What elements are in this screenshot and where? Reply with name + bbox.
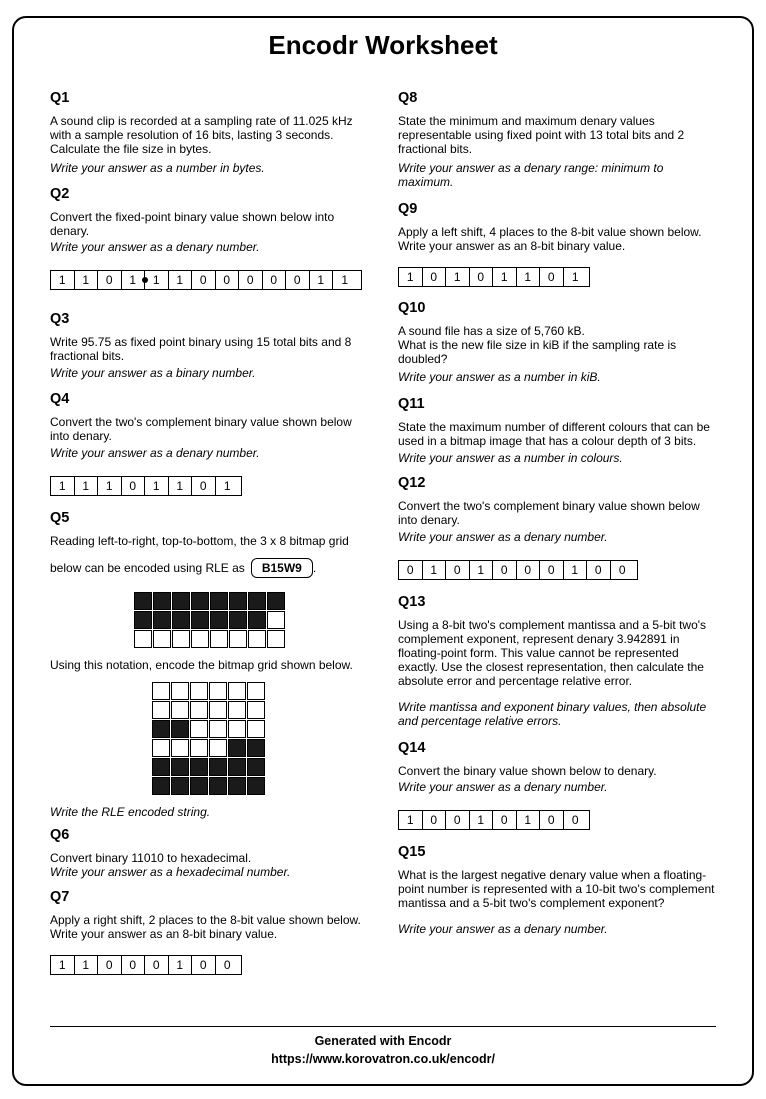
question-instruction: Write your answer as a denary number.: [398, 780, 608, 794]
white-pixel: [152, 739, 170, 757]
white-pixel: [191, 630, 209, 648]
bit-cell: 1: [446, 268, 470, 286]
bit-cell: 0: [587, 561, 611, 579]
white-pixel: [247, 701, 265, 719]
question-q1: [50, 90, 370, 186]
black-pixel: [247, 777, 265, 795]
bit-cell: 1: [493, 268, 517, 286]
question-q6: [50, 827, 370, 889]
bit-cell: 0: [517, 561, 541, 579]
question-instruction: Write your answer as a binary number.: [50, 366, 256, 380]
white-pixel: [267, 630, 285, 648]
white-pixel: [190, 701, 208, 719]
bit-register: [398, 810, 590, 830]
question-text: Apply a left shift, 4 places to the 8-bit value shown below. Write your answer as an 8-bit binary value.: [398, 225, 702, 253]
white-pixel: [171, 739, 189, 757]
rle-intro-text: below can be encoded using RLE as: [50, 561, 245, 575]
white-pixel: [247, 682, 265, 700]
white-pixel: [229, 630, 247, 648]
white-pixel: [228, 720, 246, 738]
bit-cell: 0: [618, 563, 626, 577]
question-q9: [398, 201, 718, 300]
black-pixel: [152, 758, 170, 776]
bit-cell: 1: [51, 271, 75, 289]
question-text: Convert the two's complement binary value shown below into denary.: [50, 415, 352, 443]
bit-cell: 1: [75, 271, 99, 289]
question-number: Q12: [398, 475, 426, 491]
black-pixel: [248, 611, 266, 629]
question-number: Q7: [50, 889, 70, 905]
white-pixel: [209, 682, 227, 700]
black-pixel: [228, 777, 246, 795]
bit-register: [398, 560, 638, 580]
bit-cell: 1: [571, 270, 579, 284]
black-pixel: [190, 777, 208, 795]
bit-cell: 1: [75, 956, 99, 974]
question-number: Q2: [50, 186, 70, 202]
bit-cell: 1: [423, 561, 447, 579]
bit-cell: 1: [517, 811, 541, 829]
white-pixel: [210, 630, 228, 648]
white-pixel: [209, 720, 227, 738]
question-q10: [398, 300, 718, 396]
bit-register: [50, 955, 242, 975]
right-column: [398, 90, 718, 936]
bit-cell: 1: [564, 561, 588, 579]
rle-period: .: [312, 561, 317, 575]
white-pixel: [247, 720, 265, 738]
bit-cell: 1: [51, 477, 75, 495]
bit-cell: 0: [192, 956, 216, 974]
footer-divider: [50, 1026, 716, 1027]
black-pixel: [172, 592, 190, 610]
bit-cell: 1: [470, 811, 494, 829]
white-pixel: [172, 630, 190, 648]
question-number: Q14: [398, 740, 426, 756]
white-pixel: [209, 739, 227, 757]
question-instruction: Write mantissa and exponent binary values, then absolute and percentage relative errors.: [398, 700, 707, 728]
black-pixel: [171, 758, 189, 776]
question-number: Q10: [398, 300, 426, 316]
white-pixel: [190, 682, 208, 700]
bit-cell: 0: [216, 271, 240, 289]
question-q7: [50, 889, 370, 975]
bit-cell: 0: [223, 958, 231, 972]
black-pixel: [229, 611, 247, 629]
black-pixel: [152, 720, 170, 738]
question-instruction: Write your answer as a denary number.: [50, 446, 260, 460]
question-q4: [50, 391, 370, 510]
bit-cell: 0: [493, 811, 517, 829]
question-q3: [50, 311, 370, 391]
black-pixel: [229, 592, 247, 610]
bit-cell: 0: [423, 268, 447, 286]
white-pixel: [171, 682, 189, 700]
bit-cell: 0: [192, 477, 216, 495]
black-pixel: [228, 739, 246, 757]
bit-cell: 1: [169, 271, 193, 289]
black-pixel: [191, 611, 209, 629]
question-instruction: Write the RLE encoded string.: [50, 805, 211, 819]
question-instruction: Write your answer as a number in kiB.: [398, 370, 601, 384]
bit-cell: 0: [239, 271, 263, 289]
question-number: Q6: [50, 827, 70, 843]
bit-cell: 0: [446, 561, 470, 579]
question-q13: [398, 594, 718, 740]
bit-cell: 1: [223, 479, 231, 493]
question-text: Convert the fixed-point binary value shown below into denary.: [50, 210, 335, 238]
footer-generated: Generated with Encodr: [314, 1034, 452, 1048]
bit-cell: 1: [399, 811, 423, 829]
question-text: What is the largest negative denary value when a floating-point number is represented with a 10-bit two's complement mantissa and a 5-bit two's complement exponent?: [398, 868, 715, 910]
question-text: Write 95.75 as fixed point binary using 15 total bits and 8 fractional bits.: [50, 335, 352, 363]
black-pixel: [191, 592, 209, 610]
black-pixel: [153, 592, 171, 610]
question-number: Q9: [398, 201, 418, 217]
bit-cell: 0: [98, 271, 122, 289]
black-pixel: [247, 739, 265, 757]
bit-cell: 1: [51, 956, 75, 974]
bit-cell: 0: [540, 561, 564, 579]
black-pixel: [210, 611, 228, 629]
white-pixel: [209, 701, 227, 719]
question-instruction: Write your answer as a denary number.: [398, 922, 608, 936]
bit-cell: 1: [169, 956, 193, 974]
question-text: Reading left-to-right, top-to-bottom, the 3 x 8 bitmap grid: [50, 534, 349, 548]
question-q14: [398, 740, 718, 844]
question-instruction: Write your answer as a denary range: minimum to maximum.: [398, 161, 664, 189]
white-pixel: [228, 701, 246, 719]
white-pixel: [152, 682, 170, 700]
bit-cell: 1: [470, 561, 494, 579]
black-pixel: [210, 592, 228, 610]
question-text: A sound clip is recorded at a sampling rate of 11.025 kHz with a sample resolution of 16 bits, lasting 3 seconds. Calculate the file size in bytes.: [50, 114, 353, 156]
example-bitmap-grid: [134, 592, 370, 648]
rle-example-badge: B15W9: [251, 558, 313, 578]
white-pixel: [228, 682, 246, 700]
question-text: What is the new file size in kiB if the sampling rate is doubled?: [398, 338, 677, 366]
bit-cell: 1: [310, 271, 334, 289]
bit-cell: 1: [169, 477, 193, 495]
white-pixel: [153, 630, 171, 648]
black-pixel: [134, 592, 152, 610]
question-text-rle-line: [50, 558, 370, 578]
bit-cell: 1: [75, 477, 99, 495]
bit-register: [50, 476, 242, 496]
black-pixel: [153, 611, 171, 629]
question-text: Using this notation, encode the bitmap grid shown below.: [50, 658, 353, 672]
question-instruction: Write your answer as a number in colours.: [398, 451, 623, 465]
question-instruction: Write your answer as a hexadecimal number.: [50, 865, 291, 879]
black-pixel: [134, 611, 152, 629]
bit-register: [398, 267, 590, 287]
black-pixel: [171, 720, 189, 738]
white-pixel: [134, 630, 152, 648]
question-number: Q4: [50, 391, 70, 407]
question-text: Convert the two's complement binary value shown below into denary.: [398, 499, 700, 527]
binary-point: [142, 277, 148, 283]
question-number: Q3: [50, 311, 70, 327]
question-text: Using a 8-bit two's complement mantissa and a 5-bit two's complement exponent, represent denary 3.942891 in floating-point form. This value cannot be represented exactly. Use the closest representation, then calculate the absolute error and percentage relative error.: [398, 618, 707, 688]
question-q15: [398, 844, 718, 936]
white-pixel: [190, 720, 208, 738]
black-pixel: [248, 592, 266, 610]
bit-cell: 1: [145, 271, 169, 289]
white-pixel: [171, 701, 189, 719]
bit-cell: 0: [122, 477, 146, 495]
black-pixel: [267, 592, 285, 610]
question-q8: [398, 90, 718, 201]
bit-cell: 0: [263, 271, 287, 289]
question-q5: [50, 510, 370, 827]
question-text: A sound file has a size of 5,760 kB.: [398, 324, 585, 338]
bit-cell: 1: [122, 271, 146, 289]
white-pixel: [152, 701, 170, 719]
bit-cell: 0: [571, 813, 579, 827]
question-text: Convert the binary value shown below to denary.: [398, 764, 657, 778]
question-q11: [398, 396, 718, 475]
question-instruction: Write your answer as a denary number.: [398, 530, 608, 544]
question-number: Q5: [50, 510, 70, 526]
white-pixel: [267, 611, 285, 629]
black-pixel: [247, 758, 265, 776]
bit-cell: 0: [192, 271, 216, 289]
white-pixel: [248, 630, 266, 648]
bit-cell: 0: [446, 811, 470, 829]
bit-cell: 1: [399, 268, 423, 286]
left-column: [50, 90, 370, 975]
worksheet-title: Encodr Worksheet: [268, 30, 498, 60]
question-number: Q11: [398, 396, 425, 412]
bit-cell: 1: [145, 477, 169, 495]
black-pixel: [152, 777, 170, 795]
bit-cell: 0: [540, 268, 564, 286]
bit-cell: 0: [540, 811, 564, 829]
question-instruction: Write your answer as a denary number.: [50, 240, 260, 254]
bit-cell: 0: [470, 268, 494, 286]
white-pixel: [190, 739, 208, 757]
bit-cell: 1: [341, 273, 349, 287]
question-instruction: Write your answer as a number in bytes.: [50, 161, 265, 175]
black-pixel: [172, 611, 190, 629]
question-text: State the maximum number of different colours that can be used in a bitmap image that has a colour depth of 3 bits.: [398, 420, 710, 448]
bit-cell: 0: [122, 956, 146, 974]
bit-cell: 0: [399, 561, 423, 579]
black-pixel: [228, 758, 246, 776]
question-text: State the minimum and maximum denary values representable using fixed point with 13 total bits and 2 fractional bits.: [398, 114, 685, 156]
question-number: Q13: [398, 594, 426, 610]
black-pixel: [190, 758, 208, 776]
question-q2: [50, 186, 370, 311]
black-pixel: [209, 777, 227, 795]
bit-cell: 0: [286, 271, 310, 289]
question-q12: [398, 475, 718, 594]
bit-cell: 0: [493, 561, 517, 579]
question-text: Convert binary 11010 to hexadecimal.: [50, 851, 252, 865]
footer-url[interactable]: https://www.korovatron.co.uk/encodr/: [271, 1052, 495, 1066]
task-bitmap-grid: [152, 682, 370, 795]
bit-cell: 0: [98, 956, 122, 974]
question-number: Q15: [398, 844, 426, 860]
bit-cell: 0: [145, 956, 169, 974]
black-pixel: [209, 758, 227, 776]
question-text: Apply a right shift, 2 places to the 8-bit value shown below. Write your answer as an 8-bit binary value.: [50, 913, 361, 941]
bit-cell: 0: [423, 811, 447, 829]
question-number: Q8: [398, 90, 418, 106]
bit-cell: 1: [517, 268, 541, 286]
question-number: Q1: [50, 90, 70, 106]
bit-register: [50, 270, 362, 290]
black-pixel: [171, 777, 189, 795]
bit-cell: 1: [98, 477, 122, 495]
